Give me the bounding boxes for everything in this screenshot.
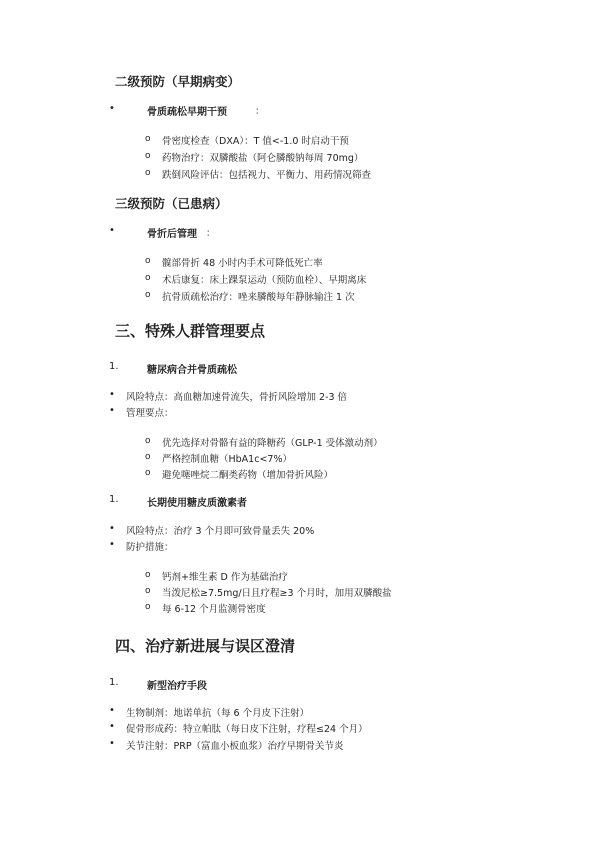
sub-bullet-circle: o <box>145 452 151 462</box>
sub-item-text: 严格控制血糖（HbA1c<7%） <box>162 454 292 465</box>
sub-item-text: 跌倒风险评估：包括视力、平衡力、用药情况筛查 <box>162 170 372 181</box>
bullet-dot: • <box>109 738 115 749</box>
sub-bullet-circle: o <box>145 273 151 283</box>
list-number: 1. <box>109 677 119 688</box>
list-number: 1. <box>109 361 119 372</box>
item-title-post-fracture-management: 骨折后管理 <box>147 229 197 240</box>
chapter-heading-special-populations: 三、特殊人群管理要点 <box>115 322 266 340</box>
bullet-text: 风险特点：高血糖加速骨流失，骨折风险增加 2-3 倍 <box>126 392 348 403</box>
sub-bullet-circle: o <box>145 151 151 161</box>
group-title-diabetes-osteoporosis: 糖尿病合并骨质疏松 <box>147 365 237 376</box>
bullet-dot: • <box>109 523 115 534</box>
bullet-dot: • <box>109 405 115 416</box>
sub-item-text: 骨密度检查（DXA）：T 值<-1.0 时启动干预 <box>162 136 349 147</box>
chapter-heading-treatment-advances: 四、治疗新进展与误区澄清 <box>115 637 296 655</box>
bullet-text: 促骨形成药：特立帕肽（每日皮下注射，疗程≤24 个月） <box>126 724 368 735</box>
bullet-text: 防护措施： <box>126 542 174 553</box>
sub-item-text: 髋部骨折 48 小时内手术可降低死亡率 <box>162 258 323 269</box>
bullet-text: 风险特点：治疗 3 个月即可致骨量丢失 20% <box>126 526 315 537</box>
item-title-osteoporosis-early-intervention: 骨质疏松早期干预 <box>147 107 227 118</box>
section-heading-secondary-prevention: 二级预防（早期病变） <box>115 74 241 89</box>
sub-bullet-circle: o <box>145 570 151 580</box>
bullet-dot: • <box>109 225 115 236</box>
sub-item-text: 钙剂+维生素 D 作为基础治疗 <box>162 572 288 583</box>
bullet-dot: • <box>109 103 115 114</box>
sub-item-text: 避免噻唑烷二酮类药物（增加骨折风险） <box>162 470 334 481</box>
sub-bullet-circle: o <box>145 436 151 446</box>
bullet-dot: • <box>109 705 115 716</box>
sub-bullet-circle: o <box>145 602 151 612</box>
bullet-dot: • <box>109 721 115 732</box>
sub-bullet-circle: o <box>145 168 151 178</box>
group-title-new-treatments: 新型治疗手段 <box>147 681 207 692</box>
item-title-colon: ： <box>255 106 265 117</box>
sub-item-text: 药物治疗：双膦酸盐（阿仑膦酸钠每周 70mg） <box>162 153 364 164</box>
item-title-colon: ： <box>206 228 216 239</box>
bullet-dot: • <box>109 539 115 550</box>
bullet-dot: • <box>109 389 115 400</box>
list-number: 1. <box>109 494 119 505</box>
bullet-text: 生物制剂：地诺单抗（每 6 个月皮下注射） <box>126 708 310 719</box>
sub-bullet-circle: o <box>145 586 151 596</box>
bullet-text: 关节注射：PRP（富血小板血浆）治疗早期骨关节炎 <box>126 741 344 752</box>
sub-bullet-circle: o <box>145 256 151 266</box>
sub-item-text: 优先选择对骨骼有益的降糖药（GLP-1 受体激动剂） <box>162 438 383 449</box>
group-title-glucocorticoid-users: 长期使用糖皮质激素者 <box>147 498 247 509</box>
sub-item-text: 当泼尼松≥7.5mg/日且疗程≥3 个月时，加用双膦酸盐 <box>162 588 392 599</box>
sub-item-text: 术后康复：床上踝泵运动（预防血栓）、早期离床 <box>162 275 367 286</box>
sub-bullet-circle: o <box>145 134 151 144</box>
bullet-text: 管理要点： <box>126 408 174 419</box>
sub-bullet-circle: o <box>145 468 151 478</box>
section-heading-tertiary-prevention: 三级预防（已患病） <box>115 196 228 211</box>
sub-item-text: 每 6-12 个月监测骨密度 <box>162 604 266 615</box>
sub-bullet-circle: o <box>145 290 151 300</box>
sub-item-text: 抗骨质疏松治疗：唑来膦酸每年静脉输注 1 次 <box>162 292 355 303</box>
